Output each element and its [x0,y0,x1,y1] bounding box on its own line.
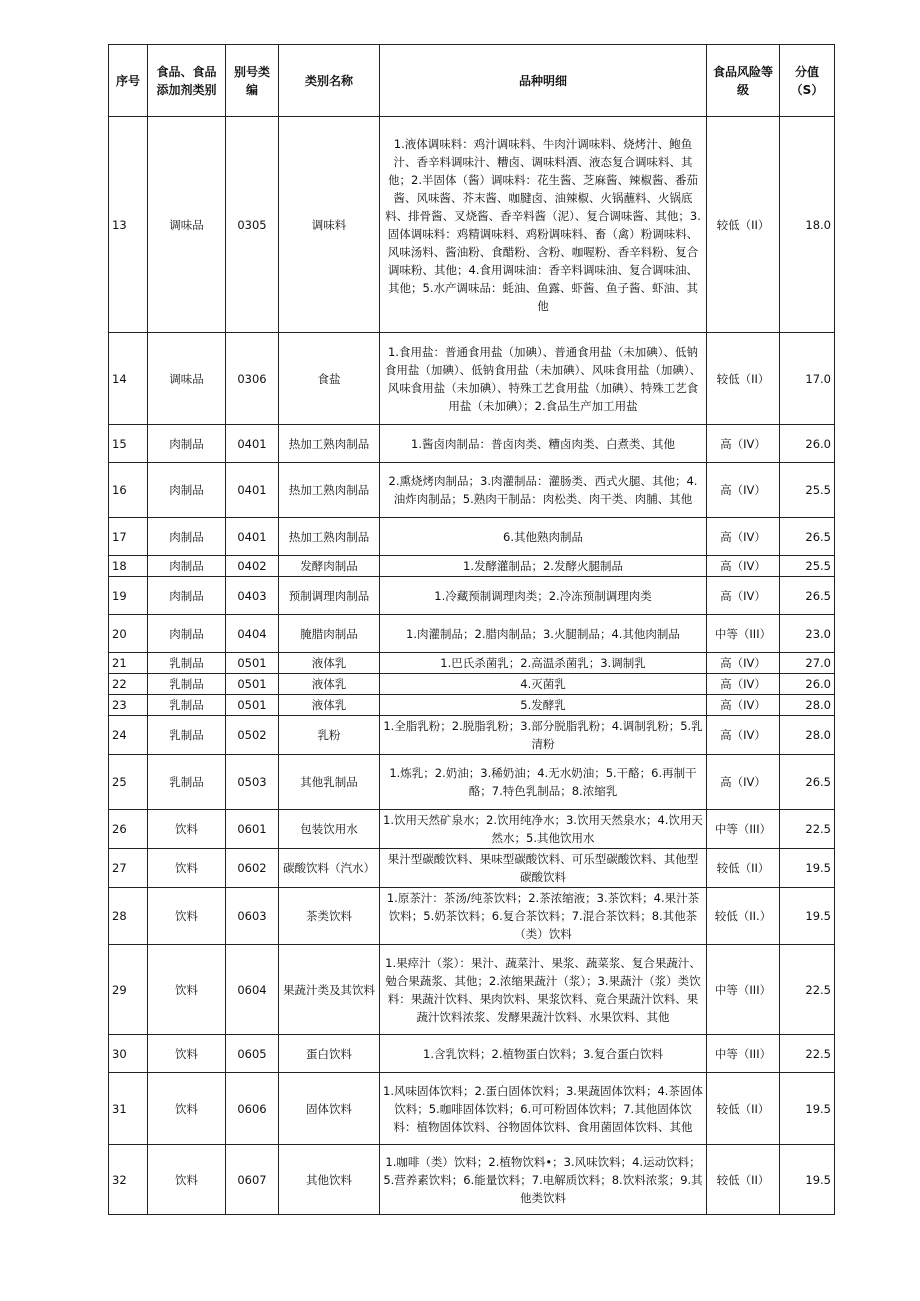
row-risk-level: 较低（II.） [707,888,780,945]
row-detail: 1.果瘁汁（浆）：果汁、蔬菜汁、果浆、蔬菜浆、复合果蔬汁、勉合果蔬浆、其他；2.浓缩果蔬汁（浆）；3.果蔬汁（浆）类饮料：果蔬汁饮料、果肉饮料、果浆饮料、竟合果蔬汁饮料、果蔬汁饮料浓浆、发酵果蔬汁饮料、水果饮料、其他 [380,945,707,1035]
row-name: 预制调理肉制品 [279,577,380,615]
row-score: 19.5 [780,888,835,945]
row-name: 腌腊肉制品 [279,615,380,653]
row-risk-level: 高（IV） [707,755,780,810]
row-index: 23 [109,695,148,716]
row-code: 0401 [226,518,279,556]
row-detail: 1.液体调味料：鸡汁调味料、牛肉汁调味料、烧烤汁、鲍鱼汁、香辛料调味汁、糟卤、调味料酒、液态复合调味料、其他；2.半固体（酱）调味料：花生酱、芝麻酱、辣椒酱、番茄酱、风味酱、芥末酱、咖腱卤、油辣椒、火锅蘸料、火锅底料、排骨酱、叉烧酱、香辛料酱（泥）、复合调味酱、其他；3.固体调味料：鸡精调味料、鸡粉调味料、畜（禽）粉调味料、风味汤料、酱油粉、食醋粉、含粉、咖喔粉、香辛料粉、复合调味粉、其他；4.食用调味油：香辛料调味油、复合调味油、其他；5.水产调味品：蚝油、鱼露、虾酱、鱼子酱、虾油、其他 [380,117,707,333]
row-index: 24 [109,716,148,755]
table-row [109,888,835,945]
row-name: 包装饮用水 [279,810,380,849]
row-name: 固体饮料 [279,1073,380,1145]
row-index: 27 [109,849,148,888]
row-code: 0502 [226,716,279,755]
row-category: 肉制品 [148,463,226,518]
row-category: 饮料 [148,849,226,888]
row-score: 17.0 [780,333,835,425]
row-detail: 1.食用盐：普通食用盐（加碘）、普通食用盐（未加碘）、低钠食用盐（加碘）、低钠食用盐（未加碘）、风味食用盐（加碘）、风味食用盐（未加碘）、特殊工艺食用盐（加碘）、特殊工艺食用盐（未加碘）；2.食品生产加工用盐 [380,333,707,425]
row-code: 0602 [226,849,279,888]
row-risk-level: 高（IV） [707,716,780,755]
table-row [109,810,835,849]
row-risk-level: 高（IV） [707,556,780,577]
row-score: 26.5 [780,755,835,810]
row-category: 乳制品 [148,653,226,674]
table-row [109,695,835,716]
row-detail: 1.炼乳；2.奶油；3.稀奶油；4.无水奶油；5.干酪；6.再制干酪；7.特色乳制品；8.浓缩乳 [380,755,707,810]
row-code: 0403 [226,577,279,615]
row-category: 乳制品 [148,674,226,695]
row-risk-level: 中等（III） [707,945,780,1035]
table-row [109,1073,835,1145]
row-category: 饮料 [148,1145,226,1215]
row-index: 16 [109,463,148,518]
row-score: 26.5 [780,577,835,615]
row-score: 18.0 [780,117,835,333]
table-row [109,463,835,518]
row-detail: 1.冷藏预制调理肉类；2.冷冻预制调理肉类 [380,577,707,615]
table-row [109,653,835,674]
row-index: 32 [109,1145,148,1215]
row-risk-level: 较低（II） [707,1145,780,1215]
row-index: 29 [109,945,148,1035]
header-category: 食品、食品添加剂类别 [148,45,226,117]
row-detail: 1.发酵灌制品；2.发酵火腿制品 [380,556,707,577]
row-risk-level: 高（IV） [707,577,780,615]
row-risk-level: 高（IV） [707,463,780,518]
row-name: 热加工熟肉制品 [279,518,380,556]
row-risk-level: 高（IV） [707,425,780,463]
table-row [109,1145,835,1215]
row-category: 肉制品 [148,518,226,556]
row-name: 热加工熟肉制品 [279,425,380,463]
row-code: 0401 [226,463,279,518]
row-index: 25 [109,755,148,810]
row-category: 饮料 [148,1035,226,1073]
row-risk-level: 中等（III） [707,1035,780,1073]
row-detail: 1.肉灌制品；2.腊肉制品；3.火腿制品；4.其他肉制品 [380,615,707,653]
row-score: 28.0 [780,716,835,755]
row-name: 热加工熟肉制品 [279,463,380,518]
row-risk-level: 较低（II） [707,117,780,333]
row-detail: 1.饮用天然矿泉水；2.饮用纯净水；3.饮用天然泉水；4.饮用天然水；5.其他饮用水 [380,810,707,849]
row-name: 其他乳制品 [279,755,380,810]
row-name: 碳酸饮料（汽水） [279,849,380,888]
food-risk-table [108,44,835,1215]
row-detail: 2.熏烧烤肉制品；3.肉灌制品：灌肠类、西式火腿、其他；4.油炸肉制品；5.熟肉干制品：肉松类、肉干类、肉脯、其他 [380,463,707,518]
row-category: 乳制品 [148,716,226,755]
table-row [109,615,835,653]
row-risk-level: 高（IV） [707,653,780,674]
row-code: 0401 [226,425,279,463]
row-detail: 6.其他熟肉制品 [380,518,707,556]
row-score: 28.0 [780,695,835,716]
row-name: 其他饮料 [279,1145,380,1215]
row-category: 乳制品 [148,755,226,810]
table-row [109,425,835,463]
row-name: 茶类饮料 [279,888,380,945]
row-name: 调味料 [279,117,380,333]
row-detail: 1.原茶汁：茶汤/纯茶饮料；2.茶浓缩液；3.茶饮料；4.果汁茶饮料；5.奶茶饮料；6.复合茶饮料；7.混合茶饮料；8.其他茶（类）饮料 [380,888,707,945]
row-risk-level: 高（IV） [707,518,780,556]
row-risk-level: 较低（II） [707,849,780,888]
row-index: 18 [109,556,148,577]
row-score: 27.0 [780,653,835,674]
row-code: 0501 [226,674,279,695]
table-row [109,945,835,1035]
row-index: 14 [109,333,148,425]
row-code: 0605 [226,1035,279,1073]
header-score: 分值（S） [780,45,835,117]
row-score: 22.5 [780,1035,835,1073]
row-code: 0501 [226,653,279,674]
row-index: 28 [109,888,148,945]
row-code: 0305 [226,117,279,333]
row-index: 22 [109,674,148,695]
table-row [109,1035,835,1073]
row-score: 22.5 [780,810,835,849]
row-category: 调味品 [148,333,226,425]
row-code: 0306 [226,333,279,425]
row-category: 乳制品 [148,695,226,716]
header-risk: 食品风险等级 [707,45,780,117]
row-category: 肉制品 [148,425,226,463]
row-category: 饮料 [148,810,226,849]
header-index: 序号 [109,45,148,117]
row-detail: 1.咖啡（类）饮料；2.植物饮料•；3.风味饮料；4.运动饮料；5.营养素饮料；6.能量饮料；7.电解质饮料；8.饮料浓浆；9.其他类饮料 [380,1145,707,1215]
row-category: 肉制品 [148,615,226,653]
row-name: 液体乳 [279,695,380,716]
row-risk-level: 较低（II） [707,333,780,425]
row-detail: 1.含乳饮料；2.植物蛋白饮料；3.复合蛋白饮料 [380,1035,707,1073]
row-category: 饮料 [148,888,226,945]
row-name: 乳粉 [279,716,380,755]
row-detail: 4.灭菌乳 [380,674,707,695]
row-score: 19.5 [780,849,835,888]
row-code: 0606 [226,1073,279,1145]
table-row [109,577,835,615]
row-code: 0404 [226,615,279,653]
row-score: 22.5 [780,945,835,1035]
row-risk-level: 中等（III） [707,615,780,653]
row-index: 20 [109,615,148,653]
row-score: 25.5 [780,463,835,518]
row-detail: 1.巴氏杀菌乳；2.高温杀菌乳；3.调制乳 [380,653,707,674]
row-name: 液体乳 [279,674,380,695]
row-category: 肉制品 [148,577,226,615]
header-code: 别号类编 [226,45,279,117]
row-index: 15 [109,425,148,463]
row-category: 肉制品 [148,556,226,577]
row-score: 23.0 [780,615,835,653]
row-risk-level: 高（IV） [707,695,780,716]
row-score: 19.5 [780,1145,835,1215]
row-risk-level: 高（IV） [707,674,780,695]
row-score: 26.0 [780,425,835,463]
table-row [109,556,835,577]
row-score: 19.5 [780,1073,835,1145]
row-score: 26.5 [780,518,835,556]
row-category: 饮料 [148,945,226,1035]
row-score: 26.0 [780,674,835,695]
row-detail: 1.全脂乳粉；2.脱脂乳粉；3.部分脱脂乳粉；4.调制乳粉；5.乳清粉 [380,716,707,755]
row-category: 饮料 [148,1073,226,1145]
table-row [109,849,835,888]
row-detail: 1.酱卤肉制品：普卤肉类、糟卤肉类、白煮类、其他 [380,425,707,463]
table-row [109,333,835,425]
table-row [109,755,835,810]
row-code: 0607 [226,1145,279,1215]
row-detail: 果汁型碳酸饮料、果味型碳酸饮料、可乐型碳酸饮料、其他型碳酸饮料 [380,849,707,888]
row-code: 0604 [226,945,279,1035]
table-row [109,117,835,333]
row-detail: 1.风味固体饮料；2.蛋白固体饮料；3.果蔬固体饮料；4.茶固体饮料；5.咖啡固体饮料；6.可可粉固体饮料；7.其他固体饮料：植物固体饮料、谷物固体饮料、食用菌固体饮料、其他 [380,1073,707,1145]
row-index: 31 [109,1073,148,1145]
row-name: 食盐 [279,333,380,425]
row-index: 30 [109,1035,148,1073]
row-code: 0601 [226,810,279,849]
header-name: 类别名称 [279,45,380,117]
row-code: 0503 [226,755,279,810]
row-index: 13 [109,117,148,333]
table-header-row [109,45,835,117]
header-detail: 品种明细 [380,45,707,117]
row-score: 25.5 [780,556,835,577]
table-row [109,518,835,556]
row-category: 调味品 [148,117,226,333]
row-risk-level: 中等（III） [707,810,780,849]
row-name: 蛋白饮料 [279,1035,380,1073]
row-index: 21 [109,653,148,674]
row-index: 17 [109,518,148,556]
row-code: 0501 [226,695,279,716]
table-row [109,716,835,755]
row-name: 液体乳 [279,653,380,674]
row-code: 0402 [226,556,279,577]
row-name: 果蔬汁类及其饮料 [279,945,380,1035]
row-risk-level: 较低（II） [707,1073,780,1145]
row-code: 0603 [226,888,279,945]
row-index: 26 [109,810,148,849]
table-row [109,674,835,695]
row-index: 19 [109,577,148,615]
row-detail: 5.发酵乳 [380,695,707,716]
row-name: 发酵肉制品 [279,556,380,577]
